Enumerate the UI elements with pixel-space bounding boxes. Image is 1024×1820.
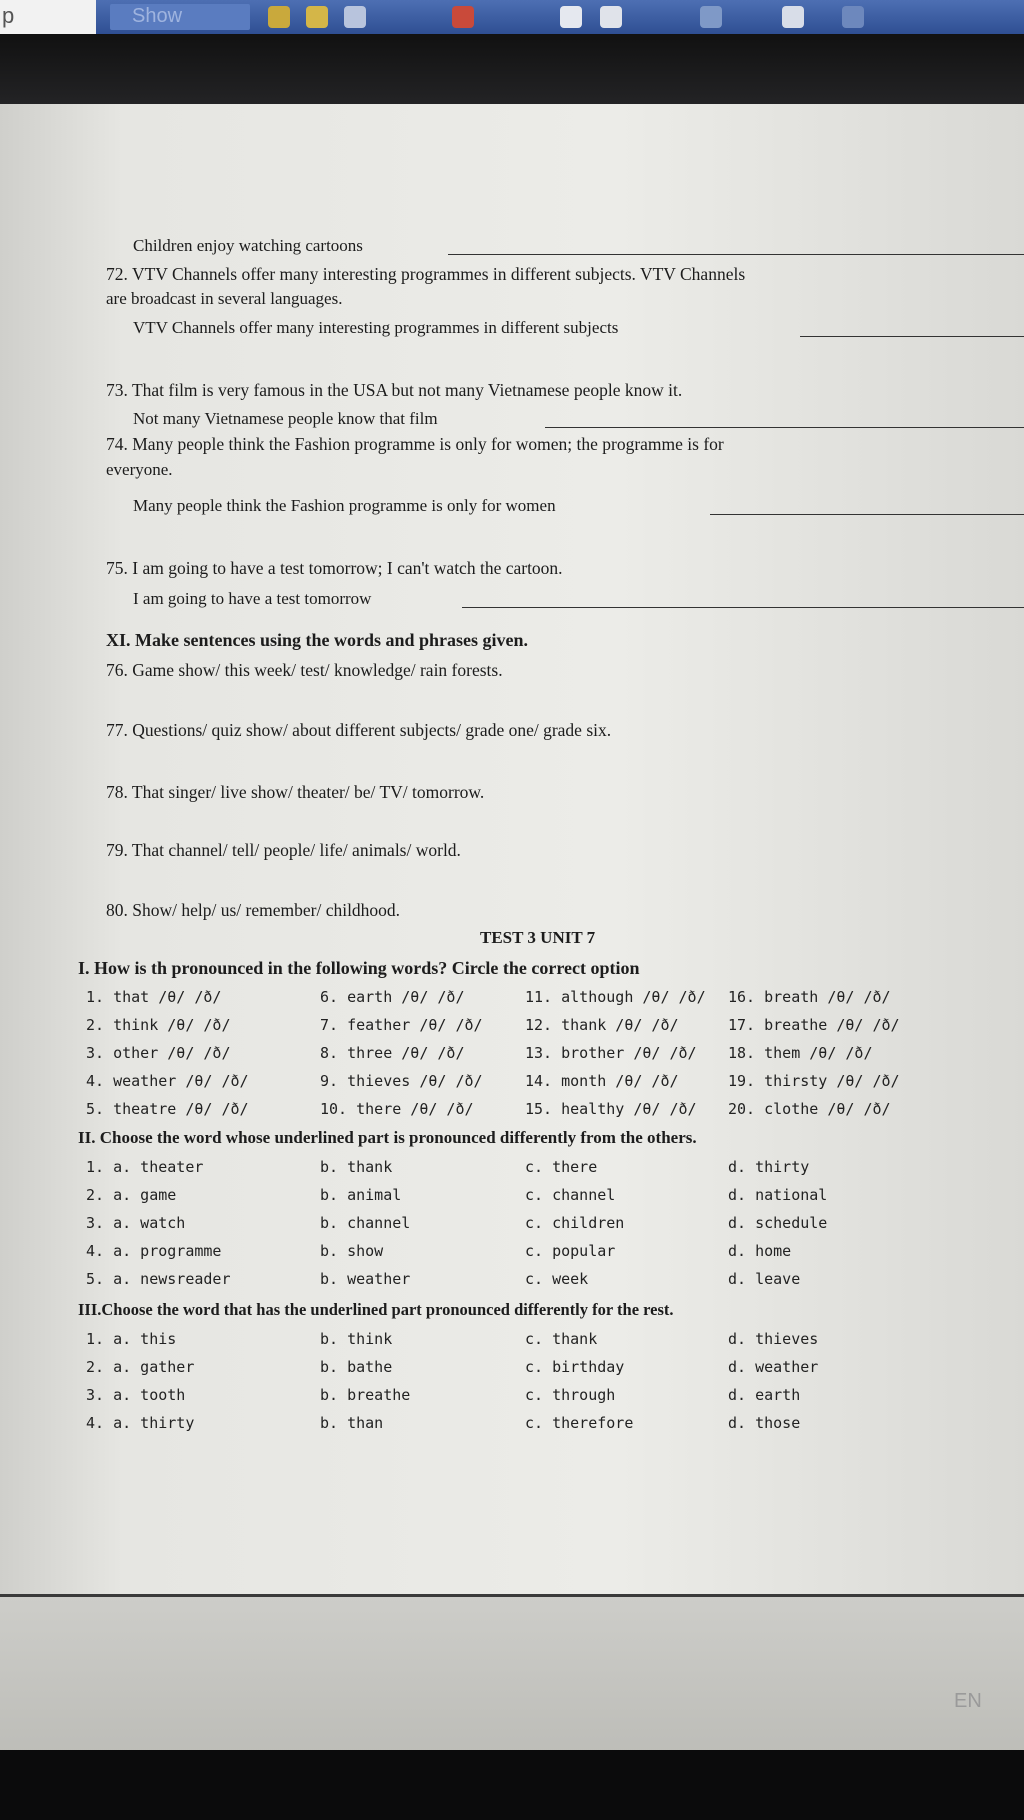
toolbar-icon-8[interactable] [782, 6, 804, 28]
p2-row1-c: c. there [525, 1158, 598, 1176]
p1-item-3: 3. other /θ/ /ð/ [86, 1044, 231, 1062]
presentation-toolbar [0, 0, 1024, 34]
p3-row2-d: d. weather [728, 1358, 819, 1376]
show-label: Show [132, 5, 183, 27]
toolbar-icon-5[interactable] [560, 6, 582, 28]
p2-row1-b: b. thank [320, 1158, 393, 1176]
sentence-79: 79. That channel/ tell/ people/ life/ animals/ world. [106, 840, 461, 860]
p3-row2-c: c. birthday [525, 1358, 625, 1376]
question-74-prompt: 74. Many people think the Fashion programme is only for women; the programme is for [106, 434, 724, 454]
p2-row5-b: b. weather [320, 1270, 411, 1288]
p3-row3-d: d. earth [728, 1386, 801, 1404]
p1-item-11: 11. although /θ/ /ð/ [525, 988, 706, 1006]
p1-item-14: 14. month /θ/ /ð/ [525, 1072, 679, 1090]
p1-item-15: 15. healthy /θ/ /ð/ [525, 1100, 697, 1118]
p2-row2-c: c. channel [525, 1186, 616, 1204]
answer-line-72 [800, 336, 1024, 337]
p1-item-20: 20. clothe /θ/ /ð/ [728, 1100, 891, 1118]
p1-item-8: 8. three /θ/ /ð/ [320, 1044, 465, 1062]
p3-row1-c: c. thank [525, 1330, 598, 1348]
p1-item-2: 2. think /θ/ /ð/ [86, 1016, 231, 1034]
p3-row3-b: b. breathe [320, 1386, 411, 1404]
p1-item-4: 4. weather /θ/ /ð/ [86, 1072, 249, 1090]
answer-line-74 [710, 514, 1024, 515]
p2-row2-a: 2. a. game [86, 1186, 177, 1204]
sentence-78: 78. That singer/ live show/ theater/ be/ TV/ tomorrow. [106, 782, 485, 802]
cue-74: Many people think the Fashion programme is only for women [133, 496, 556, 515]
question-74-prompt-2: everyone. [106, 460, 173, 479]
p1-item-5: 5. theatre /θ/ /ð/ [86, 1100, 249, 1118]
p2-row3-d: d. schedule [728, 1214, 828, 1232]
answer-line-73 [545, 427, 1024, 428]
show-dropdown[interactable] [110, 4, 250, 30]
part1-title: I. How is th pronounced in the following words? Circle the correct option [78, 958, 640, 978]
answer-line-75 [462, 607, 1024, 608]
p2-row4-b: b. show [320, 1242, 384, 1260]
p2-row4-a: 4. a. programme [86, 1242, 222, 1260]
p2-row5-d: d. leave [728, 1270, 801, 1288]
toolbar-icon-1[interactable] [268, 6, 290, 28]
p3-row1-d: d. thieves [728, 1330, 819, 1348]
p1-item-13: 13. brother /θ/ /ð/ [525, 1044, 697, 1062]
toolbar-icon-6[interactable] [600, 6, 622, 28]
p3-row2-b: b. bathe [320, 1358, 393, 1376]
p3-row4-a: 4. a. thirty [86, 1414, 195, 1432]
p1-item-6: 6. earth /θ/ /ð/ [320, 988, 465, 1006]
p3-row3-c: c. through [525, 1386, 616, 1404]
p3-row1-b: b. think [320, 1330, 393, 1348]
p2-row2-d: d. national [728, 1186, 828, 1204]
toolbar-icon-4[interactable] [452, 6, 474, 28]
p3-row3-a: 3. a. tooth [86, 1386, 186, 1404]
p1-item-10: 10. there /θ/ /ð/ [320, 1100, 474, 1118]
language-indicator[interactable]: EN [954, 1690, 982, 1712]
p3-row4-b: b. than [320, 1414, 384, 1432]
toolbar-icon-2[interactable] [306, 6, 328, 28]
p2-row5-a: 5. a. newsreader [86, 1270, 231, 1288]
toolbar-icon-7[interactable] [700, 6, 722, 28]
p1-item-1: 1. that /θ/ /ð/ [86, 988, 222, 1006]
p2-row5-c: c. week [525, 1270, 589, 1288]
sentence-77: 77. Questions/ quiz show/ about different subjects/ grade one/ grade six. [106, 720, 612, 740]
toolbar-left-panel[interactable] [0, 0, 96, 34]
p3-row4-d: d. those [728, 1414, 801, 1432]
part3-title: III.Choose the word that has the underlined part pronounced differently for the rest. [78, 1300, 674, 1319]
p2-row3-a: 3. a. watch [86, 1214, 186, 1232]
cue-71: Children enjoy watching cartoons [133, 236, 363, 255]
question-73-prompt: 73. That film is very famous in the USA but not many Vietnamese people know it. [106, 380, 683, 400]
toolbar-icon-9[interactable] [842, 6, 864, 28]
p2-row4-d: d. home [728, 1242, 792, 1260]
screen-bottom-area [0, 1594, 1024, 1753]
toolbar-left-label: p [2, 3, 15, 28]
cue-75: I am going to have a test tomorrow [133, 589, 372, 608]
p1-item-17: 17. breathe /θ/ /ð/ [728, 1016, 900, 1034]
p3-row2-a: 2. a. gather [86, 1358, 195, 1376]
p2-row3-b: b. channel [320, 1214, 411, 1232]
sentence-76: 76. Game show/ this week/ test/ knowledge/ rain forests. [106, 660, 503, 680]
p1-item-12: 12. thank /θ/ /ð/ [525, 1016, 679, 1034]
p2-row2-b: b. animal [320, 1186, 402, 1204]
test-title: TEST 3 UNIT 7 [480, 928, 596, 947]
p2-row1-d: d. thirty [728, 1158, 810, 1176]
answer-line-71 [448, 254, 1024, 255]
p2-row1-a: 1. a. theater [86, 1158, 204, 1176]
toolbar-icon-3[interactable] [344, 6, 366, 28]
p1-item-16: 16. breath /θ/ /ð/ [728, 988, 891, 1006]
p2-row3-c: c. children [525, 1214, 625, 1232]
question-72-prompt-2: are broadcast in several languages. [106, 289, 343, 308]
question-72-prompt: 72. VTV Channels offer many interesting programmes in different subjects. VTV Channels [106, 264, 746, 284]
p3-row4-c: c. therefore [525, 1414, 634, 1432]
sentence-80: 80. Show/ help/ us/ remember/ childhood. [106, 900, 401, 920]
p1-item-19: 19. thirsty /θ/ /ð/ [728, 1072, 900, 1090]
part2-title: II. Choose the word whose underlined part is pronounced differently from the others. [78, 1128, 697, 1147]
p1-item-7: 7. feather /θ/ /ð/ [320, 1016, 483, 1034]
p2-row4-c: c. popular [525, 1242, 616, 1260]
question-75-prompt: 75. I am going to have a test tomorrow; I can't watch the cartoon. [106, 558, 563, 578]
cue-72: VTV Channels offer many interesting programmes in different subjects [133, 318, 619, 337]
p1-item-18: 18. them /θ/ /ð/ [728, 1044, 873, 1062]
cue-73: Not many Vietnamese people know that film [133, 409, 438, 428]
p3-row1-a: 1. a. this [86, 1330, 177, 1348]
monitor-bezel [0, 34, 1024, 104]
monitor-base [0, 1750, 1024, 1820]
p1-item-9: 9. thieves /θ/ /ð/ [320, 1072, 483, 1090]
section-xi-title: XI. Make sentences using the words and phrases given. [106, 630, 529, 650]
